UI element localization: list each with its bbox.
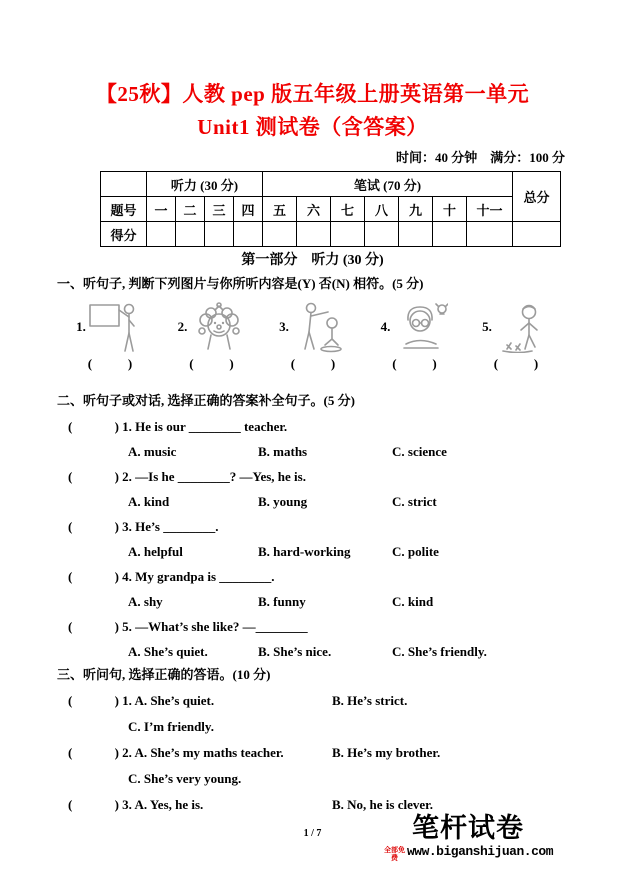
score-blank-cell xyxy=(365,222,399,247)
score-blank-cell xyxy=(147,222,176,247)
picture-4-answer-bracket: ( ) xyxy=(392,356,437,371)
score-blank-cell xyxy=(234,222,263,247)
score-blank-cell xyxy=(297,222,331,247)
option-a: A. shy xyxy=(128,594,163,609)
option-a: A. helpful xyxy=(128,544,183,559)
option-b: B. He’s strict. xyxy=(332,693,408,708)
option-a: A. music xyxy=(128,444,177,459)
section3-q1-line1 xyxy=(57,688,577,714)
section2-q1-stem: ( ) 1. He is our ________ teacher. xyxy=(68,419,288,434)
score-blank-cell xyxy=(331,222,365,247)
section3-listen-reply xyxy=(57,662,577,818)
section3-heading: 三、听问句, 选择正确的答语。(10 分) xyxy=(57,667,271,682)
girl-with-glasses-thinking-illustration xyxy=(392,301,448,353)
question-col: 七 xyxy=(331,197,365,222)
section1-heading: 一、听句子, 判断下列图片与你所听内容是(Y) 否(N) 相符。(5 分) xyxy=(57,276,424,291)
picture-item-3 xyxy=(264,301,362,372)
written-header-cell: 笔试 (70 分) xyxy=(263,172,513,197)
score-blank-cell xyxy=(176,222,205,247)
section2-q4-stem: ( ) 4. My grandpa is ________. xyxy=(68,569,275,584)
teacher-at-blackboard-illustration xyxy=(88,301,144,353)
clown-illustration xyxy=(189,301,245,353)
brand-url: www.biganshijuan.com xyxy=(406,844,553,859)
question-col: 十 xyxy=(433,197,467,222)
paper-title-line2: Unit1 测试卷（含答案） xyxy=(197,115,428,139)
score-blank-cell xyxy=(399,222,433,247)
option-c: C. kind xyxy=(392,594,434,609)
brand-tagline: 全部免费 xyxy=(383,846,405,862)
score-table-header-row xyxy=(101,172,561,197)
score-row-label-cell: 得分 xyxy=(101,222,147,247)
section2-q4-options xyxy=(57,589,577,614)
picture-3-number: 3. xyxy=(279,319,289,334)
picture-3-answer-bracket: ( ) xyxy=(290,356,336,371)
teacher-and-kneeling-child-illustration xyxy=(291,301,347,353)
option-b: B. maths xyxy=(258,444,308,459)
picture-item-5 xyxy=(467,301,565,372)
question-col: 八 xyxy=(365,197,399,222)
score-row xyxy=(101,222,561,247)
option-a: A. She’s quiet. xyxy=(128,644,208,659)
section2-q3-options xyxy=(57,539,577,564)
section2-q1-options xyxy=(57,439,577,464)
option-b: B. He’s my brother. xyxy=(332,745,441,760)
section3-q3-stem: ( ) 3. A. Yes, he is. xyxy=(68,797,204,812)
page-number: 1 / 7 xyxy=(303,828,322,839)
question-col: 五 xyxy=(263,197,297,222)
question-col: 四 xyxy=(234,197,263,222)
option-b: B. young xyxy=(258,494,308,509)
section2-q2-options xyxy=(57,489,577,514)
score-table-corner-cell xyxy=(101,172,147,197)
score-table xyxy=(100,171,561,247)
question-col: 十一 xyxy=(467,197,513,222)
section2-heading: 二、听句子或对话, 选择正确的答案补全句子。(5 分) xyxy=(57,393,355,408)
picture-5-answer-bracket: ( ) xyxy=(493,356,539,371)
picture-item-2 xyxy=(163,301,261,372)
option-c: C. polite xyxy=(392,544,439,559)
question-col: 一 xyxy=(147,197,176,222)
score-blank-cell xyxy=(263,222,297,247)
option-c: C. strict xyxy=(392,494,437,509)
section1-listen-judge xyxy=(57,271,569,372)
option-c: C. She’s friendly. xyxy=(392,644,487,659)
score-blank-cell xyxy=(433,222,467,247)
picture-2-answer-bracket: ( ) xyxy=(189,356,234,371)
section2-q3-stem: ( ) 3. He’s ________. xyxy=(68,519,219,534)
question-col: 九 xyxy=(399,197,433,222)
total-header-cell: 总分 xyxy=(513,172,561,222)
picture-5-number: 5. xyxy=(482,319,492,334)
section2-listen-choose xyxy=(57,388,577,664)
option-c: C. science xyxy=(392,444,447,459)
paper-title-line1: 【25秋】人教 pep 版五年级上册英语第一单元 xyxy=(95,82,530,106)
score-blank-cell xyxy=(205,222,234,247)
section2-q5-stem: ( ) 5. —What’s she like? —________ xyxy=(68,619,308,634)
listening-header-cell: 听力 (30 分) xyxy=(147,172,263,197)
section3-q2-line1 xyxy=(57,740,577,766)
question-col: 六 xyxy=(297,197,331,222)
section3-q2-option-c: C. She’s very young. xyxy=(128,771,242,786)
brand-watermark xyxy=(383,812,553,862)
option-a: A. kind xyxy=(128,494,170,509)
brand-name: 笔杆试卷 xyxy=(412,813,524,843)
question-col: 三 xyxy=(205,197,234,222)
picture-item-1 xyxy=(61,301,159,372)
question-col: 二 xyxy=(176,197,205,222)
option-b: B. funny xyxy=(258,594,306,609)
section3-q1-option-c: C. I’m friendly. xyxy=(128,719,214,734)
option-b: B. She’s nice. xyxy=(258,644,332,659)
part1-heading: 第一部分 听力 (30 分) xyxy=(241,253,384,268)
boy-with-plants-illustration xyxy=(494,301,550,353)
picture-item-4 xyxy=(366,301,464,372)
question-row-label-cell: 题号 xyxy=(101,197,147,222)
picture-2-number: 2. xyxy=(177,319,188,334)
time-and-score-meta: 时间：40 分钟 满分：100 分 xyxy=(395,150,565,165)
section1-pictures-row xyxy=(57,301,569,372)
picture-1-number: 1. xyxy=(76,319,86,334)
question-number-row xyxy=(101,197,561,222)
section2-q2-stem: ( ) 2. —Is he ________? —Yes, he is. xyxy=(68,469,306,484)
section3-q1-stem: ( ) 1. A. She’s quiet. xyxy=(68,693,215,708)
picture-4-number: 4. xyxy=(380,319,391,334)
picture-1-answer-bracket: ( ) xyxy=(87,356,133,371)
option-b: B. hard-working xyxy=(258,544,351,559)
total-blank-cell xyxy=(513,222,561,247)
score-blank-cell xyxy=(467,222,513,247)
section3-q2-stem: ( ) 2. A. She’s my maths teacher. xyxy=(68,745,284,760)
section2-q5-options xyxy=(57,639,577,664)
option-b: B. No, he is clever. xyxy=(332,797,433,812)
